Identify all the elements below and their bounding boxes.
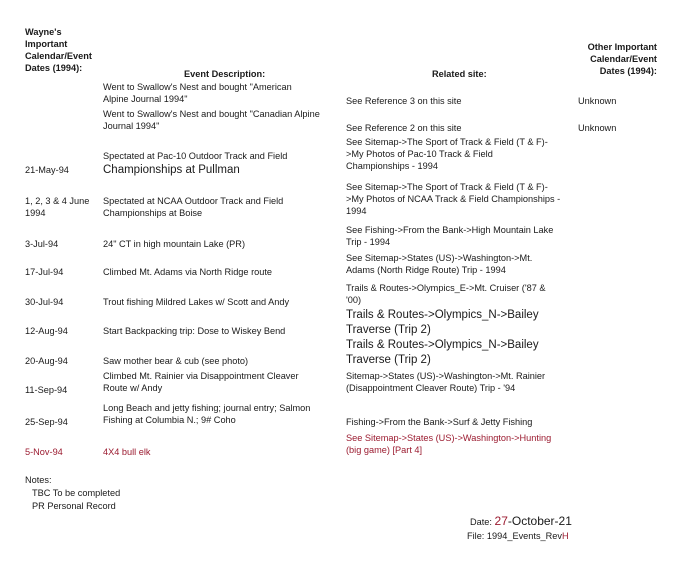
notes-item-pr: PR Personal Record: [32, 501, 116, 511]
row-5-event: Climbed Mt. Adams via North Ridge route: [103, 267, 273, 277]
footer-date-rest: -October-21: [507, 514, 572, 528]
footer-date-day: 27: [494, 514, 508, 528]
footer-date-label: Date:: [470, 517, 495, 527]
row-7-event: Start Backpacking trip: Dose to Wiskey Bend: [103, 326, 286, 336]
row-8-site: Trails & Routes->Olympics_N->Bailey Traverse (Trip 2): [346, 339, 539, 366]
header-dates: Wayne's Important Calendar/Event Dates (1994):: [25, 27, 92, 73]
row-3-date: 1, 2, 3 & 4 June 1994: [25, 196, 90, 218]
header-event-description: Event Description:: [184, 69, 266, 79]
footer-date: [470, 515, 572, 528]
row-3-site: See Sitemap->The Sport of Track & Field (T & F)- >My Photos of NCAA Track & Field Championships - 1994: [346, 182, 561, 216]
row-4-site: See Fishing->From the Bank->High Mountain Lake Trip - 1994: [346, 225, 554, 247]
row-4-event: 24" CT in high mountain Lake (PR): [103, 239, 245, 249]
row-1-event: Went to Swallow's Nest and bought "Canadian Alpine Journal 1994": [103, 109, 320, 131]
row-10-event: Long Beach and jetty fishing; journal entry; Salmon Fishing at Columbia N.; 9# Coho: [103, 403, 311, 425]
row-9-event: Climbed Mt. Rainier via Disappointment Cleaver Route w/ Andy: [103, 371, 299, 393]
footer-file: [467, 530, 569, 542]
row-11-date: 5-Nov-94: [25, 447, 63, 457]
notes-title: Notes:: [25, 475, 52, 485]
footer-file-rev: H: [562, 531, 569, 541]
row-9-date: 11-Sep-94: [25, 385, 68, 395]
row-8-date: 20-Aug-94: [25, 356, 68, 366]
row-3-event: Spectated at NCAA Outdoor Track and Field Championships at Boise: [103, 196, 284, 218]
row-1-other: Unknown: [578, 123, 617, 133]
header-related-site: Related site:: [432, 69, 487, 79]
row-11-site: See Sitemap->States (US)->Washington->Hunting (big game) [Part 4]: [346, 433, 552, 455]
row-0-event: Went to Swallow's Nest and bought "American Alpine Journal 1994": [103, 82, 292, 104]
row-2-event-line2: Championships at Pullman: [103, 164, 240, 176]
row-6-site: Trails & Routes->Olympics_E->Mt. Cruiser ('87 & '00): [346, 283, 546, 305]
row-5-date: 17-Jul-94: [25, 267, 64, 277]
notes-item-tbc: TBC To be completed: [32, 488, 121, 498]
row-5-site: See Sitemap->States (US)->Washington->Mt. Adams (North Ridge Route) Trip - 1994: [346, 253, 533, 275]
row-0-site: See Reference 3 on this site: [346, 96, 462, 106]
row-7-date: 12-Aug-94: [25, 326, 68, 336]
row-11-event: 4X4 bull elk: [103, 447, 151, 457]
row-8-event: Saw mother bear & cub (see photo): [103, 356, 249, 366]
row-6-date: 30-Jul-94: [25, 297, 64, 307]
row-10-date: 25-Sep-94: [25, 417, 68, 427]
row-0-other: Unknown: [578, 96, 617, 106]
row-9-site: Sitemap->States (US)->Washington->Mt. Rainier (Disappointment Cleaver Route) Trip - '94: [346, 371, 546, 393]
footer-file-label: File: 1994_Events_Rev: [467, 531, 562, 541]
row-2-event-line1: Spectated at Pac-10 Outdoor Track and Field: [103, 151, 288, 161]
header-other-dates: Other Important Calendar/Event Dates (1994):: [587, 42, 657, 76]
row-7-site: Trails & Routes->Olympics_N->Bailey Traverse (Trip 2): [346, 309, 539, 336]
row-6-event: Trout fishing Mildred Lakes w/ Scott and Andy: [103, 297, 290, 307]
row-2-date: 21-May-94: [25, 165, 69, 175]
row-2-site: See Sitemap->The Sport of Track & Field (T & F)- >My Photos of Pac-10 Track & Field Championships - 1994: [346, 137, 548, 171]
row-4-date: 3-Jul-94: [25, 239, 59, 249]
row-1-site: See Reference 2 on this site: [346, 123, 462, 133]
row-10-site: Fishing->From the Bank->Surf & Jetty Fishing: [346, 417, 533, 427]
